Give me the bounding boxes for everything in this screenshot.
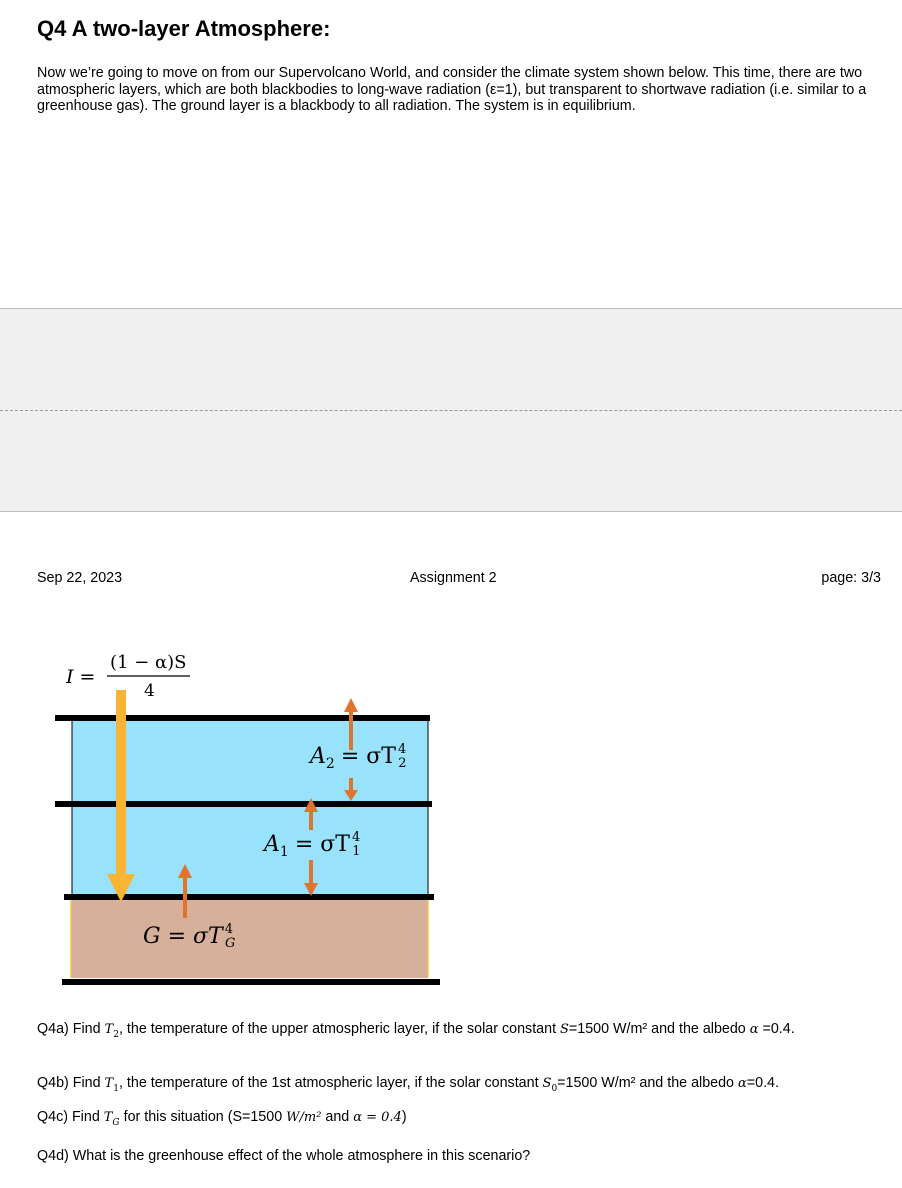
header-date: Sep 22, 2023: [37, 570, 123, 586]
question-4c: Q4c) Find $T_G$ for this situation (S=1500 W/m² and α = 0.4): [37, 1109, 407, 1128]
ground-layer: [71, 898, 428, 978]
label-a2: $A_2 = \sigma T$ $^4$ 2: [310, 742, 407, 772]
header-title: Assignment 2: [410, 570, 497, 586]
formula-lhs: I =: [66, 666, 96, 688]
a1-down-arrow-shaft: [309, 860, 313, 884]
a1-up-arrow-shaft: [309, 810, 313, 830]
question-4a: Q4a) Find $T_2$, the temperature of the upper atmospheric layer, if the solar constant S=1500 W/m² and the albedo α =0.4.: [37, 1021, 795, 1040]
question-title: Q4 A two-layer Atmosphere:: [37, 16, 331, 41]
page-break-line: [0, 410, 902, 411]
question-4d: Q4d) What is the greenhouse effect of the whole atmosphere in this scenario?: [37, 1148, 531, 1164]
formula-numerator: (1 − α)S: [110, 652, 187, 673]
question-intro: Now we’re going to move on from our Supervolcano World, and consider the climate system shown below. This time, there are two atmospheric layers, which are both blackbodies to long-wave radiation (ε=1), but transparent to shortwave radiation (i.e. similar to a greenhouse gas). The ground layer is a blackbody to all radiation. The system is in equilibrium.: [37, 65, 867, 114]
incoming-radiation-formula: [65, 652, 190, 701]
a2-up-arrow-head: [344, 698, 358, 712]
a2-down-arrow-shaft: [349, 778, 353, 792]
two-layer-diagram: [0, 640, 470, 1000]
header-page-number: page: 3/3: [821, 570, 881, 586]
label-a2-rhs: = σT: [340, 744, 396, 769]
label-ground: G = σT $^4$ G: [143, 922, 236, 951]
label-a1-rhs: = σT: [294, 832, 350, 857]
question-4b: Q4b) Find $T_1$, the temperature of the 1st atmospheric layer, if the solar constant $S_0=1500$ W/m² and the albedo α=0.4.: [37, 1075, 779, 1094]
shortwave-arrow-shaft: [116, 690, 126, 880]
formula-denominator: 4: [144, 681, 155, 701]
page-gap: [0, 308, 902, 512]
ground-up-arrow-shaft: [183, 876, 187, 918]
label-a1: $A_1 = \sigma T$ $^4$ 1: [264, 830, 361, 860]
